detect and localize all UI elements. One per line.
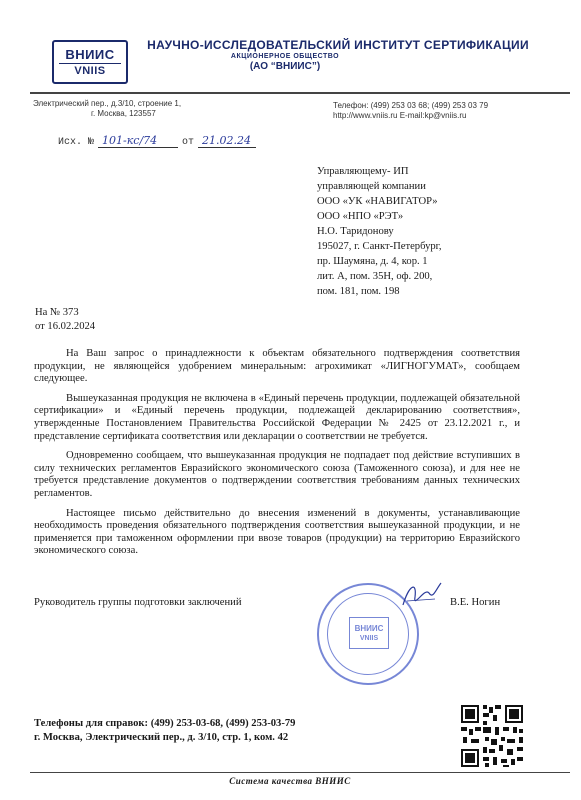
recipient-block [317,164,547,299]
incoming-date: от 16.02.2024 [35,321,96,332]
logo-text-en: VNIIS [74,64,106,77]
recipient-line: ООО «НПО «РЭТ» [317,211,404,222]
handwritten-signature [395,575,445,615]
company-type: АКЦИОНЕРНОЕ ОБЩЕСТВО [230,53,340,60]
footer-divider [30,772,570,773]
body-paragraph: На Ваш запрос о принадлежности к объектам обязательного подтверждения соответствия продукции, не являющейся удобрением минеральным: агрохимикат «ЛИГНОГУМАТ», сообщаем следующее. [34,348,520,385]
recipient-line: ООО «УК «НАВИГАТОР» [317,196,438,207]
header-divider [30,92,570,94]
incoming-number: На № 373 [35,307,79,318]
footer-contacts [34,717,295,745]
logo-divider [59,63,121,64]
stamp-core [349,617,389,649]
address-line: г. Москва, 123557 [91,109,156,118]
footer-address: г. Москва, Электрический пер., д. 3/10, стр. 1, ком. 42 [34,732,289,743]
body-paragraph: Настоящее письмо действительно до внесения изменений в документы, устанавливающие необходимость проведения обязательного подтверждения соответствия вышеуказанной продукции, и не применяется при таможенном оформлении при ввозе товаров (продукции) на территорию Евразийского экономического союза. [34,507,520,557]
recipient-line: Управляющему- ИП [317,166,409,177]
signer-name: В.Е. Ногин [450,597,501,608]
qr-code-icon [459,703,525,769]
recipient-line: управляющей компании [317,181,426,192]
quality-system-label: Система качества ВНИИС [229,776,351,786]
logo-text-ru: ВНИИС [65,46,115,62]
body-paragraph: Одновременно сообщаем, что вышеуказанная продукция не подпадает под действие вступивших в силу технических регламентов Евразийского экономического союза (Таможенного союза), и для нее не требуется представление документов о подтверждении соответствия требованиям данных технических регламентов. [34,450,520,499]
outgoing-reference [58,134,260,148]
web-email-line: http://www.vniis.ru E-mail:kp@vniis.ru [333,111,467,120]
recipient-line: Н.О. Таридонову [317,226,394,237]
incoming-reference [35,306,95,334]
stamp-text-ru: ВНИИС [354,623,384,633]
address-line: Электрический пер., д.3/10, строение 1, [33,99,182,108]
signer-title: Руководитель группы подготовки заключений [34,597,242,608]
institute-name: НАУЧНО-ИССЛЕДОВАТЕЛЬСКИЙ ИНСТИТУТ СЕРТИФИКАЦИИ [147,38,529,52]
recipient-line: 195027, г. Санкт-Петербург, [317,241,442,252]
footer-phones: Телефоны для справок: (499) 253-03-68, (499) 253-03-79 [34,718,296,729]
letter-body [34,348,520,565]
vniis-logo [52,40,128,84]
phone-line: Телефон: (499) 253 03 68; (499) 253 03 79 [333,101,489,110]
stamp-text-en: VNIIS [359,634,379,642]
recipient-line: пр. Шаумяна, д. 4, кор. 1 [317,256,428,267]
recipient-line: пом. 181, пом. 198 [317,286,400,297]
out-number-value: 101-кс/74 [98,134,178,148]
body-paragraph: Вышеуказанная продукция не включена в «Единый перечень продукции, подлежащей обязательной сертификации» и «Единый перечень продукции, подлежащей декларированию соответствия», утвержденные Постановлением Правительства Российской Федерации № 2425 от 23.12.2021 г., и представление сертификата соответствия или декларации о соответствии не требуется. [34,392,520,442]
sender-contacts [333,101,573,121]
company-short-name: (АО “ВНИИС”) [249,61,321,72]
recipient-line: лит. А, пом. 35Н, оф. 200, [317,271,433,282]
sender-address [33,99,283,119]
out-number-label: Исх. № [58,137,95,148]
out-date-label: от [182,137,195,148]
out-date-value: 21.02.24 [198,134,256,148]
